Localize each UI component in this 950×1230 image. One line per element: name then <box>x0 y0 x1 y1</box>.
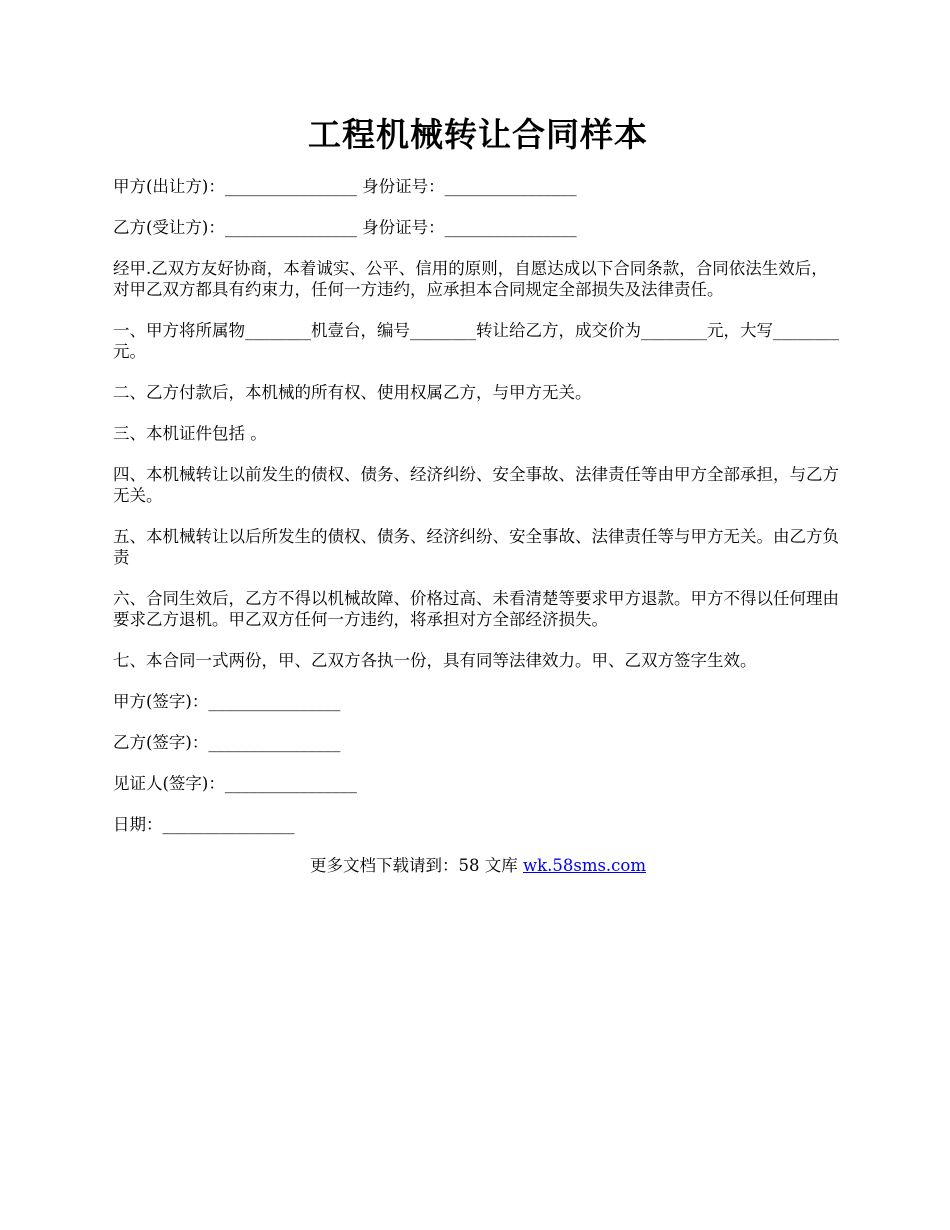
witness-signature-line: 见证人(签字)：________________ <box>113 774 357 793</box>
party-a-info-line: 甲方(出让方)：________________ 身份证号：________________ <box>113 177 577 196</box>
clause-7: 七、本合同一式两份，甲、乙双方各执一份，具有同等法律效力。甲、乙双方签字生效。 <box>113 651 757 670</box>
clause-6: 六、合同生效后，乙方不得以机械故障、价格过高、未看清楚等要求甲方退款。甲方不得以任何理由要求乙方退机。甲乙双方任何一方违约，将承担对方全部经济损失。 <box>113 589 839 629</box>
party-a-signature-line: 甲方(签字)：________________ <box>113 692 341 711</box>
date-line: 日期：________________ <box>113 815 295 834</box>
intro-paragraph: 经甲.乙双方友好协商，本着诚实、公平、信用的原则，自愿达成以下合同条款，合同依法生效后，对甲乙双方都具有约束力，任何一方违约，应承担本合同规定全部损失及法律责任。 <box>113 259 828 299</box>
document-title: 工程机械转让合同样本 <box>308 115 648 154</box>
party-b-info-line: 乙方(受让方)：________________ 身份证号：________________ <box>113 218 577 237</box>
clause-2: 二、乙方付款后，本机械的所有权、使用权属乙方，与甲方无关。 <box>113 383 592 402</box>
footer-text: 更多文档下载请到：58 文库 <box>309 856 523 875</box>
party-b-signature-line: 乙方(签字)：________________ <box>113 733 341 752</box>
clause-1: 一、甲方将所属物________机壹台，编号________转让给乙方，成交价为________元，大写________元。 <box>113 321 839 361</box>
footer-link[interactable]: wk.58sms.com <box>522 856 646 875</box>
footer <box>113 855 843 876</box>
clause-3: 三、本机证件包括 。 <box>113 424 267 443</box>
contract-document <box>113 110 843 876</box>
clause-4: 四、本机械转让以前发生的债权、债务、经济纠纷、安全事故、法律责任等由甲方全部承担，与乙方无关。 <box>113 465 839 505</box>
clause-5: 五、本机械转让以后所发生的债权、债务、经济纠纷、安全事故、法律责任等与甲方无关。由乙方负责 <box>113 527 839 567</box>
